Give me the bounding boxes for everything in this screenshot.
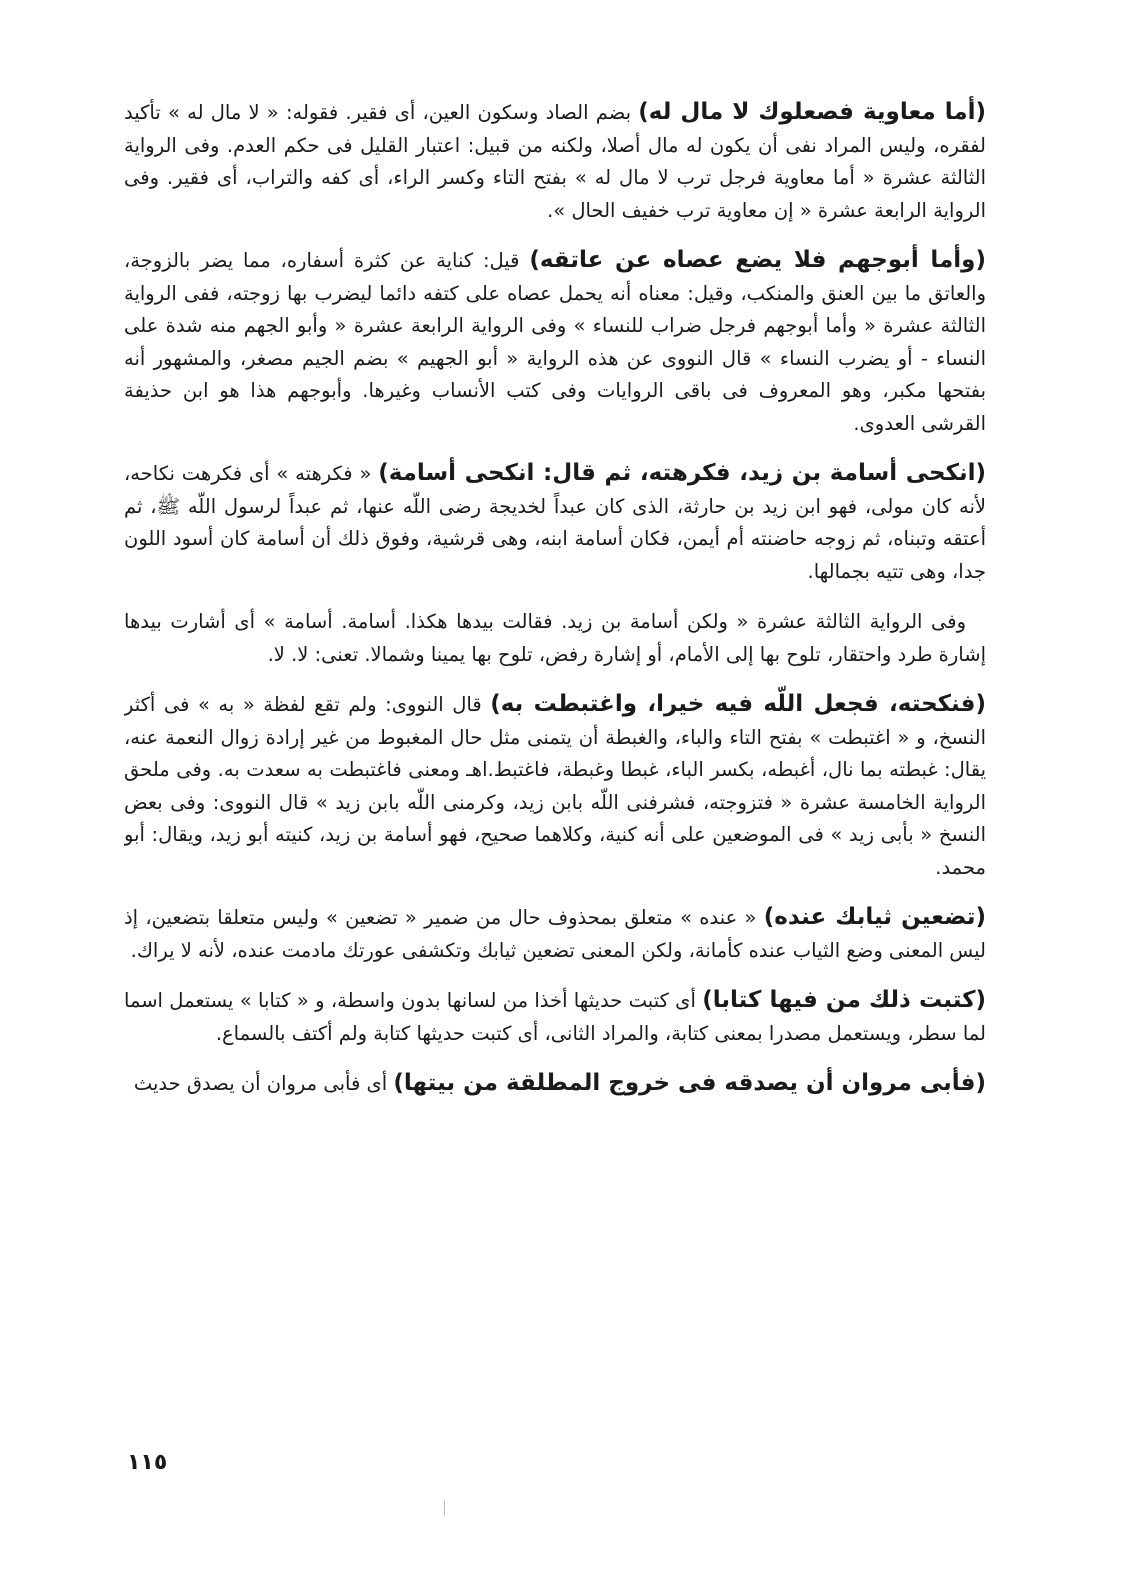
paragraph-text: وفى الرواية الثالثة عشرة « ولكن أسامة بن زيد. فقالت بيدها هكذا. أسامة. أسامة » أى أشارت بيدها إشارة طرد واحتقار، تلوح بها إلى الأمام، أو إشارة رفض، تلوح بها يمينا وشمالا. تعنى: لا. لا. xyxy=(124,610,986,666)
paragraph-text: قيل: كناية عن كثرة أسفاره، مما يضر بالزوجة، والعاتق ما بين العنق والمنكب، وقيل: معناه أنه يحمل عصاه على كتفه دائما ليضرب بها زوجته، ففى الرواية الثالثة عشرة « وأما أبوجهم فرجل ضراب للنساء » وفى الرواية الرابعة عشرة « وأبو الجهم منه شدة على النساء - أو يضرب النساء » قال النووى عن هذه الرواية « أبو الجهيم » بضم الجيم مصغر، والمشهور أنه بفتحها مكبر، وهو المعروف فى باقى الروايات وفى كتب الأنساب وغيرها. وأبوجهم هذا هو ابن حذيفة القرشى العدوى. xyxy=(124,249,986,435)
paragraph-text: « عنده » متعلق بمحذوف حال من ضمير « تضعين » وليس متعلقا بتضعين، إذ ليس المعنى وضع الثياب عنده كأمانة، ولكن المعنى تضعين ثيابك وتكشفى عورتك مادمت عنده، لأنه لا يراك. xyxy=(124,906,986,962)
paragraph-3 xyxy=(124,457,986,588)
paragraph-6 xyxy=(124,901,986,967)
paragraph-8 xyxy=(124,1067,986,1101)
paragraph-heading: (كتبت ذلك من فيها كتابا) xyxy=(702,987,986,1013)
paragraph-1 xyxy=(124,96,986,227)
paragraph-heading: (تضعين ثيابك عنده) xyxy=(763,904,986,930)
paragraph-text: أى كتبت حديثها أخذا من لسانها بدون واسطة، و « كتابا » يستعمل اسما لما سطر، ويستعمل مصدرا بمعنى كتابة، والمراد الثانى، أى كتبت حديثها كتابة ولم أكتف بالسماع. xyxy=(124,989,986,1045)
scan-mark xyxy=(444,1500,445,1516)
paragraph-text: أى فأبى مروان أن يصدق حديث xyxy=(133,1072,394,1095)
paragraph-heading: (فأبى مروان أن يصدقه فى خروج المطلقة من بيتها) xyxy=(393,1070,986,1096)
paragraph-text: « فكرهته » أى فكرهت نكاحه، لأنه كان مولى، فهو ابن زيد بن حارثة، الذى كان عبداً لخديجة رضى اللّه عنها، ثم عبداً لرسول اللّه ﷺ، ثم أعتقه وتبناه، ثم زوجه حاضنته أم أيمن، فكان أسامة ابنه، وهى قرشية، وفوق ذلك أن أسامة كان أسود اللون جدا، وهى تتيه بجمالها. xyxy=(124,462,986,583)
paragraph-7 xyxy=(124,984,986,1050)
paragraph-heading: (وأما أبوجهم فلا يضع عصاه عن عاتقه) xyxy=(529,247,986,273)
paragraph-5 xyxy=(124,688,986,884)
paragraph-2 xyxy=(124,244,986,440)
page-body xyxy=(124,96,986,1476)
paragraph-4 xyxy=(124,605,986,671)
paragraph-text: قال النووى: ولم تقع لفظة « به » فى أكثر النسخ، و « اغتبطت » بفتح التاء والباء، والغبطة أن يتمنى مثل حال المغبوط من غير إرادة زوال النعمة عنه، يقال: غبطته بما نال، أغبطه، بكسر الباء، غبطا وغبطة، فاغتبط.اهـ ومعنى فاغتبطت به سعدت به. وفى ملحق الرواية الخامسة عشرة « فتزوجته، فشرفنى اللّه بابن زيد، وكرمنى اللّه بابن زيد » قال النووى: وفى بعض النسخ « بأبى زيد » فى الموضعين على أنه كنية، وكلاهما صحيح، فهو أسامة بن زيد، كنيته أبو زيد، ويقال: أبو محمد. xyxy=(124,693,986,879)
paragraph-heading: (أما معاوية فصعلوك لا مال له) xyxy=(638,99,986,125)
paragraph-heading: (فنكحته، فجعل اللّه فيه خيرا، واغتبطت به) xyxy=(490,691,986,717)
page-number: ١١٥ xyxy=(127,1450,168,1475)
paragraph-heading: (انكحى أسامة بن زيد، فكرهته، ثم قال: انكحى أسامة) xyxy=(378,460,986,486)
paragraph-text: بضم الصاد وسكون العين، أى فقير. فقوله: « لا مال له » تأكيد لفقره، وليس المراد نفى أن يكون له مال أصلا، ولكنه من قبيل: اعتبار القليل فى حكم العدم. وفى الرواية الثالثة عشرة « أما معاوية فرجل ترب لا مال له » بفتح التاء وكسر الراء، أى كفه والتراب، أى فقير. وفى الرواية الرابعة عشرة « إن معاوية ترب خفيف الحال ». xyxy=(124,101,986,222)
